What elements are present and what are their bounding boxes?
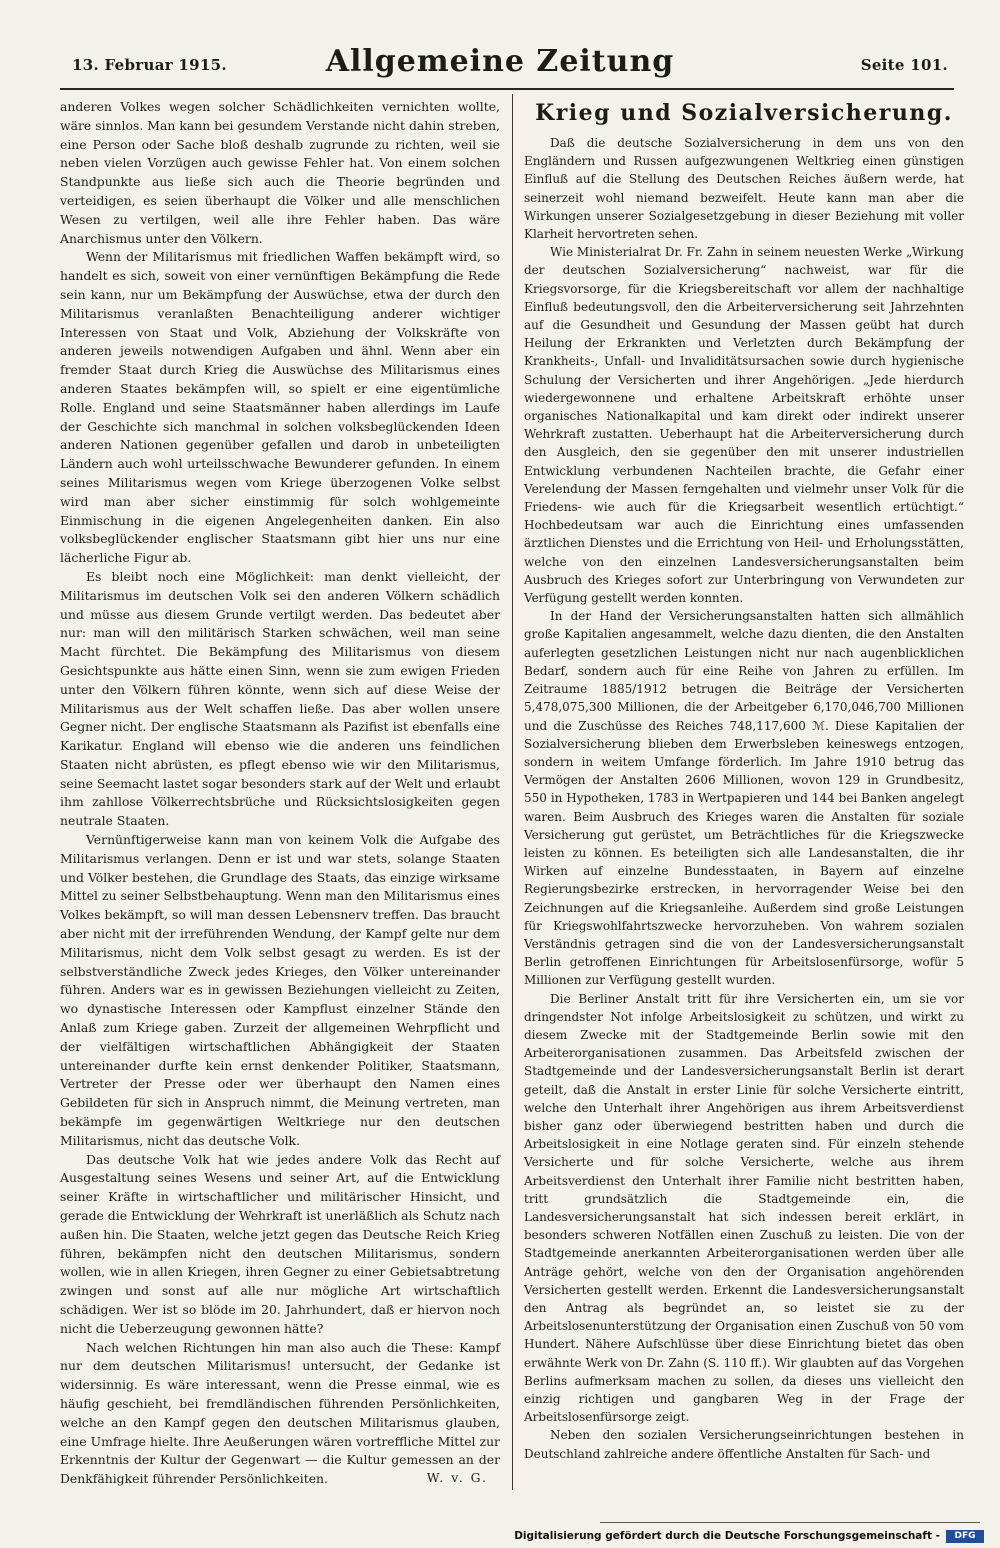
right-paragraph: Neben den sozialen Versicherungseinrichtungen bestehen in Deutschland zahlreiche andere öffentliche Anstalten für Sach- und (524, 1428, 964, 1461)
right-column (524, 98, 964, 1508)
left-paragraph: anderen Volkes wegen solcher Schädlichkeiten vernichten wollte, wäre sinnlos. Man kann bei gesundem Verstande nicht dahin streben, eine Person oder Sache bloß deshalb zugrunde zu richten, weil sie neben vielen Vorzügen auch gewisse Fehler hat. Von einem solchen Standpunkte aus ließe sich auch die Theorie begründen und verteidigen, es seien überhaupt die Völker und alle menschlichen Wesen zu vertilgen, weil alle ihre Fehler haben. Das wäre Anarchismus unter den Völkern. (60, 99, 500, 246)
column-divider (512, 94, 513, 1490)
right-paragraph: Die Berliner Anstalt tritt für ihre Versicherten ein, um sie vor dringendster Not infolge Arbeitslosigkeit zu schützen, und wirkt zu diesem Zwecke mit der Stadtgemeinde Berlin sowie mit den Arbeiterorganisationen zusammen. Das Arbeitsfeld zwischen der Stadtgemeinde und der Landesversicherungsanstalt Berlin ist derart geteilt, daß die Anstalt in erster Linie für solche Versicherte eintritt, welche den Unterhalt ihrer Angehörigen aus ihrem Arbeitsverdienst bisher ganz oder überwiegend bestritten haben und durch die Arbeitslosigkeit in eine Notlage geraten sind. Für einzeln stehende Versicherte und für solche Versicherte, welche aus ihrem Arbeitsverdienst den Unterhalt ihrer Familie nicht bestritten haben, tritt grundsätzlich die Stadtgemeinde ein, die Landesversicherungsanstalt hat sich indessen bereit erklärt, in besonders schweren Notfällen einen Zuschuß zu leisten. Die von der Stadtgemeinde anerkannten Arbeiterorganisationen werden über alle Anträge gehört, welche von den der Organisation angehörenden Versicherten gestellt werden. Erkennt die Landesversicherungsanstalt den Antrag als begründet an, so leistet sie zu der Arbeitslosenunterstützung der Organisation einen Zuschuß von 50 vom Hundert. Nähere Aufschlüsse über diese Einrichtung bietet das oben erwähnte Werk von Dr. Zahn (S. 110 ff.). Wir glaubten auf das Vorgehen Berlins aufmerksam machen zu sollen, da dieses uns vielleicht den einzig richtigen und gangbaren Weg in der Frage der Arbeitslosenfürsorge zeigt. (524, 991, 964, 1425)
left-column (60, 98, 500, 1498)
article-title: Krieg und Sozialversicherung. (535, 100, 953, 126)
left-paragraph: Nach welchen Richtungen hin man also auch die These: Kampf nur dem deutschen Militarismus! untersucht, der Gedanke ist widersinnig. Es wäre interessant, wenn die Presse einmal, wie es häufig geschieht, bei fremdländischen führenden Persönlichkeiten, welche an den Kampf gegen den deutschen Militarismus glauben, eine Umfrage hielte. Ihre Aeußerungen wären vortreffliche Mittel zur Erkenntnis der Kultur der Gegenwart — die Kultur gemessen an der Denkfähigkeit führender Persönlichkeiten. (60, 1339, 500, 1487)
masthead-title: Allgemeine Zeitung (325, 44, 675, 79)
left-paragraph: Es bleibt noch eine Möglichkeit: man denkt vielleicht, der Militarismus im deutschen Volk sei den anderen Völkern schädlich und müsse aus diesem Grunde vertilgt werden. Das bedeutet aber nur: man will den militärisch Starken schwächen, weil man seine Macht fürchtet. Die Bekämpfung des Militarismus von diesem Gesichtspunkte aus hätte einen Sinn, wenn sie zum ewigen Frieden unter den Völkern führen könnte, wenn sich auf diese Weise der Militarismus aus der Welt schaffen ließe. Das aber wollen unsere Gegner nicht. Der englische Staatsmann als Pazifist ist ebenfalls eine Karikatur. England will ebenso wie die anderen uns feindlichen Staaten nicht abrüsten, es pflegt ebenso wie wir den Militarismus, seine Seemacht lastet sogar besonders stark auf der Welt und erlaubt ihm zahllose Völkerrechtsbrüche und Rücksichtslosigkeiten gegen neutrale Staaten. (60, 568, 500, 829)
left-paragraph: Wenn der Militarismus mit friedlichen Waffen bekämpft wird, so handelt es sich, soweit von einer vernünftigen Bekämpfung die Rede sein kann, nur um Bekämpfung der Auswüchse, etwa der durch den Militarismus veranlaßten Benachteiligung anderer wichtiger Interessen von Staat und Volk, Abziehung der Volkskräfte von anderen jeweils notwendigen Aufgaben und ähnl. Wenn aber ein fremder Staat durch Krieg die Auswüchse des Militarismus eines anderen Staates bekämpfen will, so spielt er eine eigentümliche Rolle. England und seine Staatsmänner haben allerdings im Laufe der Geschichte sich manchmal in solchen volksbeglückenden Ideen anderen Nationen gegenüber gefallen und darob in unbeteiligten Ländern auch wohl urteilsschwache Bewunderer gefunden. In einem seines Militarismus wegen vom Kriege überzogenen Volke selbst wird man aber sicher einstimmig für solch wohlgemeinte Einmischung in die eigenen Angelegenheiten danken. Ein also volksbeglückender englischer Staatsmann gibt hier uns nur eine lächerliche Figur ab. (60, 249, 500, 566)
right-paragraph: Wie Ministerialrat Dr. Fr. Zahn in seinem neuesten Werke „Wirkung der deutschen Sozialversicherung“ nachweist, war für die Kriegsvorsorge, für die Kriegsbereitschaft vor allem der nachhaltige Einfluß bedeutungsvoll, den die Arbeiterversicherung seit Jahrzehnten auf die Gesundheit und Gesundung der Massen geübt hat durch Heilung der Erkrankten und Verletzten durch Bekämpfung der Krankheits-, Unfall- und Invaliditätsursachen sowie durch hygienische Schulung der Versicherten und ihrer Angehörigen. „Jede hierdurch wiedergewonnene und erhaltene Arbeitskraft erhöhte unser organisches Nationalkapital und kam direkt oder indirekt unserer Wehrkraft zustatten. Ueberhaupt hat die Arbeiterversicherung durch den Ausgleich, den sie gegenüber den mit unserer industriellen Entwicklung verbundenen Nachteilen brachte, die Gefahr einer Verelendung der Massen ferngehalten und vielmehr unser Volk für die Friedens- wie auch für die Kriegsarbeit wesentlich ertüchtigt.“ Hochbedeutsam war auch die Einrichtung eines umfassenden ärztlichen Dienstes und die Errichtung von Heil- und Erholungsstätten, welche von den einzelnen Landesversicherungsanstalten beim Ausbruch des Krieges sofort zur Unterbringung von Verwundeten zur Verfügung gestellt werden konnten. (524, 245, 964, 606)
footer-credit: Digitalisierung gefördert durch die Deutsche Forschungsgemeinschaft - (514, 1530, 940, 1542)
author-signature: W. v. G. (426, 1469, 488, 1485)
dfg-logo: DFG (946, 1530, 984, 1543)
footer-rule (600, 1522, 980, 1523)
right-paragraph: In der Hand der Versicherungsanstalten hatten sich allmählich große Kapitalien angesammelt, welche dazu dienten, die den Anstalten auferlegten gesetzlichen Leistungen nicht nur nach augenblicklichen Bedarf, sondern auch für eine Reihe von Jahren zu erfüllen. Im Zeitraume 1885/1912 betrugen die Beiträge der Versicherten 5,478,075,300 Millionen, die der Arbeitgeber 6,170,046,700 Millionen und die Zuschüsse des Reiches 748,117,600 ℳ. Diese Kapitalien der Sozialversicherung blieben dem Erwerbsleben keineswegs entzogen, sondern in weitem Umfange förderlich. Im Jahre 1910 betrug das Vermögen der Anstalten 2606 Millionen, wovon 129 in Grundbesitz, 550 in Hypotheken, 1783 in Wertpapieren und 144 bei Banken angelegt waren. Beim Ausbruch des Krieges waren die Anstalten für soziale Versicherung gut gerüstet, um Beträchtliches für die Kriegszwecke leisten zu können. Es beteiligten sich alle Landesanstalten, die ihr Wirken auf einzelne Bundesstaaten, in Bayern auf einzelne Regierungsbezirke erstrecken, in hervorragender Weise bei den Zeichnungen auf die Kriegsanleihe. Außerdem sind große Leistungen für Kriegswohlfahrtszwecke hervorzuheben. Von wahrem sozialen Verständnis getragen sind die von der Landesversicherungsanstalt Berlin getroffenen Einrichtungen für Arbeitslosenfürsorge, wofür 5 Millionen zur Verfügung gestellt wurden. (524, 609, 964, 988)
page-number: Seite 101. (860, 56, 948, 74)
right-paragraph: Daß die deutsche Sozialversicherung in dem uns von den Engländern und Russen aufgezwungenen Weltkrieg einen günstigen Einfluß auf die Stellung des Deutschen Reiches äußern werde, hat seinerzeit wohl niemand bezweifelt. Heute kann man aber die Wirkungen unserer Sozialgesetzgebung in dieser Beziehung mit voller Klarheit hervortreten sehen. (524, 136, 964, 242)
left-paragraph: Vernünftigerweise kann man von keinem Volk die Aufgabe des Militarismus verlangen. Denn er ist und war stets, solange Staaten und Völker bestehen, die Grundlage des Staats, das einzige wirksame Mittel zu seiner Selbstbehauptung. Wenn man den Militarismus eines Volkes bekämpft, so will man dessen Lebensnerv treffen. Das braucht aber nicht mit der irreführenden Wendung, der Kampf gelte nur dem Militarismus, nicht dem Volk selbst gesagt zu werden. Es ist der selbstverständliche Zweck jedes Krieges, den Völker untereinander führen. Anders war es in gewissen Beziehungen vielleicht zu Zeiten, wo dynastische Interessen oder Kampflust einzelner Stände den Anlaß zum Kriege gaben. Zurzeit der allgemeinen Wehrpflicht und der vielfältigen wirtschaftlichen Abhängigkeit der Staaten untereinander durfte kein ernst denkender Politiker, Staatsmann, Vertreter der Presse oder wer überhaupt den Namen eines Gebildeten für sich in Anspruch nimmt, die Meinung vertreten, man bekämpfe im gegenwärtigen Weltkriege nur den deutschen Militarismus, nicht das deutsche Volk. (60, 832, 500, 1148)
header-rule (60, 88, 954, 90)
left-paragraph: Das deutsche Volk hat wie jedes andere Volk das Recht auf Ausgestaltung seines Wesens und seiner Art, auf die Entwicklung seiner Kräfte in wirtschaftlicher und militärischer Hinsicht, und gerade die Entwicklung der Wehrkraft ist unerläßlich als Schutz nach außen hin. Die Staaten, welche jetzt gegen das Deutsche Reich Krieg führen, bekämpfen nicht den deutschen Militarismus, sondern wollen, wie in allen Kriegen, ihren Gegner zu einer Gebietsabtretung zwingen und sonst auf alle nur mögliche Art wirtschaftlich schädigen. Wer ist so blöde im 20. Jahrhundert, daß er hiervon noch nicht die Ueberzeugung gewonnen hätte? (60, 1151, 500, 1336)
issue-date: 13. Februar 1915. (72, 56, 227, 74)
